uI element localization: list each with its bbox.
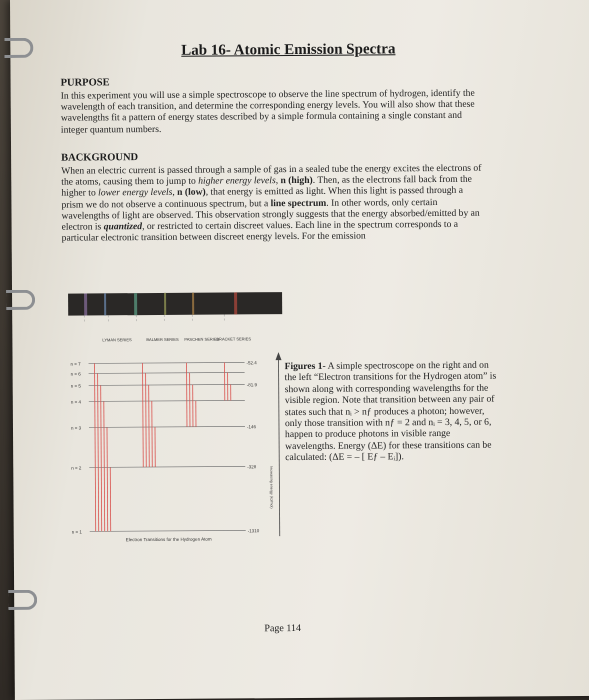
series-label: PASCHEN SERIES — [184, 336, 220, 342]
figure-footer: Electron Transitions for the Hydrogen Atom — [125, 536, 212, 543]
purpose-text: In this experiment you will use a simple spectroscope to observe the line spectrum of hydrogen, identify the wavelength of each transition, and determine the corresponding energy levels. You will also show that these wavelengths fit a pattern of energy states described by a simple formula containing a single constant and integer quantum numbers. — [60, 87, 475, 136]
document-page — [10, 0, 589, 700]
series-label: BRACKET SERIES — [216, 336, 251, 342]
energy-value: -1310 — [247, 528, 260, 534]
level-label: n = 7 — [70, 361, 81, 367]
balmer-transitions — [143, 363, 156, 467]
spectrum-bar — [68, 292, 282, 315]
lyman-transitions — [95, 363, 111, 531]
energy-value: -52.4 — [246, 360, 257, 366]
energy-axis — [278, 356, 279, 536]
level-label: n = 4 — [70, 399, 81, 405]
figure-caption: Figures 1- A simple spectroscope on the right and on the left “Electron transitions for the Hydrogen atom” is shown along with corresponding wavelengths for the visible region. Note that transition between any pair of states such that nᵢ > nƒ produces a photon; however, only those transition with nƒ = 2 and nᵢ = 3, 4, 5, or 6, happen to produce photons in visible range wavelengths. Energy (ΔE) for these transitions can be calculated: (ΔE = – [ Eƒ – Eᵢ]). — [284, 359, 497, 464]
energy-value: -146 — [246, 424, 257, 430]
level-label: n = 1 — [71, 529, 82, 535]
binder-ring — [6, 290, 35, 310]
brackett-transitions — [225, 362, 231, 400]
page-title: Lab 16- Atomic Emission Spectra — [181, 41, 396, 59]
energy-value: -328 — [247, 464, 257, 470]
energy-levels — [89, 362, 246, 531]
page-number: Page 114 — [264, 622, 302, 635]
level-label: n = 5 — [70, 383, 81, 389]
level-label: n = 2 — [71, 465, 82, 471]
purpose-heading: PURPOSE — [60, 77, 110, 89]
hydrogen-transition-diagram — [64, 286, 306, 548]
series-label: BALMER SERIES — [146, 336, 179, 343]
paschen-transitions — [187, 363, 196, 427]
energy-axis-label: Increasing energy (kJ/mol) — [269, 466, 274, 509]
binder-ring — [4, 38, 33, 58]
series-label: LYMAN SERIES — [102, 337, 132, 343]
level-label: n = 6 — [70, 371, 81, 377]
wavelength-pointers — [84, 315, 224, 322]
background-text: When an electric current is passed through a sample of gas in a sealed tube the energy excites the electrons of the atoms, causing them to jump to higher energy levels, n (high). Then, as the electrons fall back from the higher to lower energy levels, n (low), that energy is emitted as light. When this light is passed through a prism we do not observe a continuous spectrum, but a line spectrum. In other words, only certain wavelengths of light are observed. This observation strongly suggests that the energy absorbed/emitted by an electron is quantized, or restricted to certain discreet values. Each line in the spectrum corresponds to a particular electronic transition between discreet energy levels. For the emission — [61, 162, 482, 244]
binder-ring — [8, 590, 37, 610]
energy-value: -81.9 — [246, 382, 257, 388]
background-heading: BACKGROUND — [61, 152, 139, 164]
level-label: n = 3 — [70, 425, 82, 431]
energy-axis-arrow-icon — [275, 352, 281, 360]
